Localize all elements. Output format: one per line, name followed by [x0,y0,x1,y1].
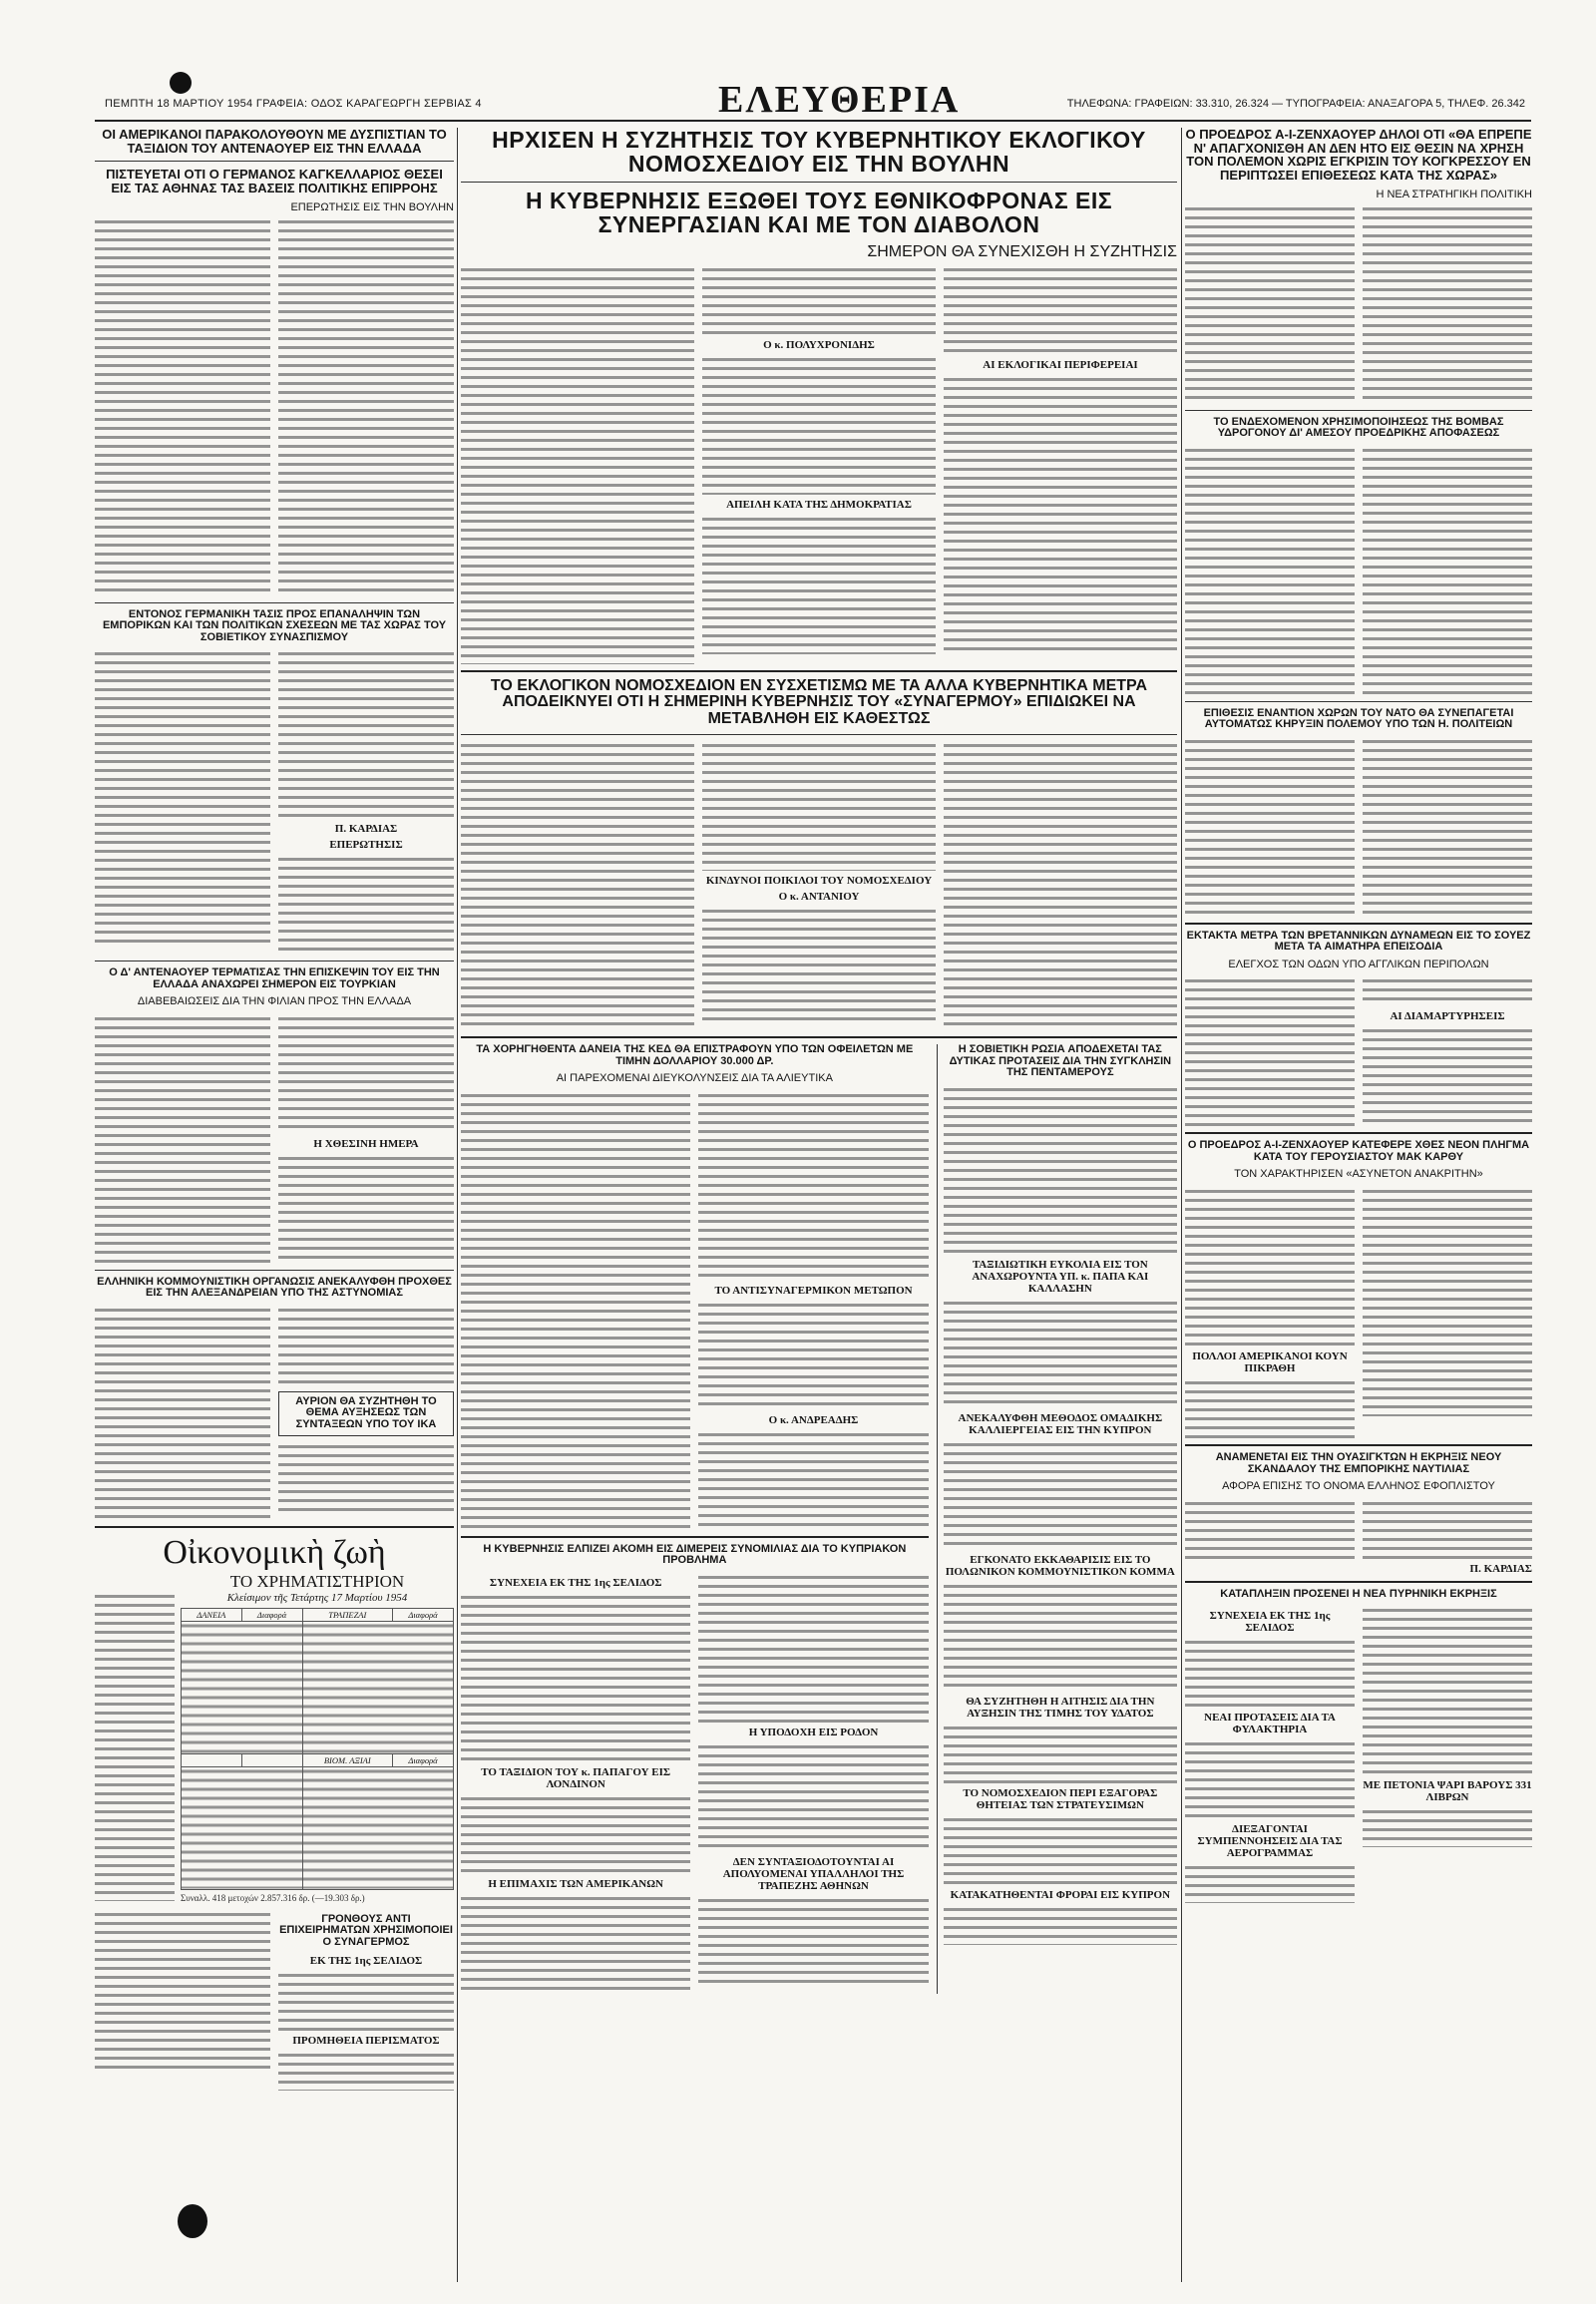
section-title: Οἰκονομικὴ ζωὴ [163,1533,386,1571]
binding-hole [170,72,192,94]
headline: ΕΚΤΑΚΤΑ ΜΕΤΡΑ ΤΩΝ ΒΡΕΤΑΝΝΙΚΩΝ ΔΥΝΑΜΕΩΝ ΕΙΣ ΤΟ ΣΟΥΕΖ ΜΕΤΑ ΤΑ ΑΙΜΑΤΗΡΑ ΕΠΕΙΣΟΔΙΑ [1186,929,1531,954]
subheading: ΑΝΕΚΑΛΥΦΘΗ ΜΕΘΟΔΟΣ ΟΜΑΔΙΚΗΣ ΚΑΛΛΙΕΡΓΕΙΑΣ ΕΙΣ ΤΗΝ ΚΥΠΡΟΝ [958,1411,1163,1436]
masthead-bar [95,79,1531,122]
headline: ΕΛΛΗΝΙΚΗ ΚΟΜΜΟΥΝΙΣΤΙΚΗ ΟΡΓΑΝΩΣΙΣ ΑΝΕΚΑΛΥΦΘΗ ΠΡΟΧΘΕΣ ΕΙΣ ΤΗΝ ΑΛΕΞΑΝΔΡΕΙΑΝ ΥΠΟ ΤΗΣ ΑΣΤΥΝΟΜΙΑΣ [97,1275,452,1300]
stock-table [181,1608,454,1890]
subheading: Η ΕΠΙΜΑΧΙΣ ΤΩΝ ΑΜΕΡΙΚΑΝΩΝ [488,1877,663,1890]
subheading: ΣΥΝΕΧΕΙΑ ΕΚ ΤΗΣ 1ης ΣΕΛΙΔΟΣ [489,1576,662,1589]
table-header: Διαφορά [392,1608,453,1621]
subheading: ΑΦΟΡΑ ΕΠΙΣΗΣ ΤΟ ΟΝΟΜΑ ΕΛΛΗΝΟΣ ΕΦΟΠΛΙΣΤΟΥ [1222,1480,1495,1493]
middle-column [461,128,1177,1994]
headline: Ο ΠΡΟΕΔΡΟΣ Α-Ι-ΖΕΝΧΑΟΥΕΡ ΔΗΛΟΙ ΟΤΙ «ΘΑ ΕΠΡΕΠΕ Ν' ΑΠΑΓΧΟΝΙΣΘΗ ΑΝ ΔΕΝ ΗΤΟ ΕΙΣ ΘΕΣΙΝ ΝΑ ΧΡΗΣΗ ΤΟΝ ΠΟΛΕΜΟΝ ΧΩΡΙΣ ΕΓΚΡΙΣΙΝ ΤΟΥ ΚΟΓΚΡΕΣΣΟΥ ΕΝ ΠΕΡΙΠΤΩΣΕΙ ΕΠΙΘΕΣΕΩΣ ΚΑΤΑ ΤΗΣ ΧΩΡΑΣ» [1185,127,1532,183]
phone-line: ΤΗΛΕΦΩΝΑ: ΓΡΑΦΕΙΩΝ: 33.310, 26.324 — ΤΥΠΟΓΡΑΦΕΙΑ: ΑΝΑΞΑΓΟΡΑ 5, ΤΗΛΕΦ. 26.342 [1066,98,1525,110]
subheading: Η ΥΠΟΔΟΧΗ ΕΙΣ ΡΟΔΟΝ [748,1726,879,1738]
headline: Ο Δ' ΑΝΤΕΝΑΟΥΕΡ ΤΕΡΜΑΤΙΣΑΣ ΤΗΝ ΕΠΙΣΚΕΨΙΝ ΤΟΥ ΕΙΣ ΤΗΝ ΕΛΛΑΔΑ ΑΝΑΧΩΡΕΙ ΣΗΜΕΡΟΝ ΕΙΣ ΤΟΥΡΚΙΑΝ [109,966,440,990]
date-line: ΠΕΜΠΤΗ 18 ΜΑΡΤΙΟΥ 1954 ΓΡΑΦΕΙΑ: ΟΔΟΣ ΚΑΡΑΓΕΩΡΓΗ ΣΕΡΒΙΑΣ 4 [105,98,482,110]
table-header: ΒΙΟΜ. ΑΞΙΑΙ [302,1753,392,1766]
table-header: ΤΡΑΠΕΖΑΙ [302,1608,392,1621]
subheading: ΑΠΕΙΛΗ ΚΑΤΑ ΤΗΣ ΔΗΜΟΚΡΑΤΙΑΣ [726,498,912,511]
main-headline: ΗΡΧΙΣΕΝ Η ΣΥΖΗΤΗΣΙΣ ΤΟΥ ΚΥΒΕΡΝΗΤΙΚΟΥ ΕΚΛΟΓΙΚΟΥ ΝΟΜΟΣΧΕΔΙΟΥ ΕΙΣ ΤΗΝ ΒΟΥΛΗΝ [492,127,1146,178]
subheading: ΣΗΜΕΡΟΝ ΘΑ ΣΥΝΕΧΙΣΘΗ Η ΣΥΖΗΤΗΣΙΣ [867,242,1177,260]
stock-exchange-title: ΤΟ ΧΡΗΜΑΤΙΣΤΗΡΙΟΝ [229,1571,405,1591]
binding-hole [178,2204,207,2238]
column-divider [457,128,458,2282]
subheading: ΠΡΟΜΗΘΕΙΑ ΠΕΡΙΣΜΑΤΟΣ [292,2034,440,2047]
subheading: ΤΑΞΙΔΙΩΤΙΚΗ ΕΥΚΟΛΙΑ ΕΙΣ ΤΟΝ ΑΝΑΧΩΡΟΥΝΤΑ ΥΠ. κ. ΠΑΠΑ ΚΑΙ ΚΑΛΛΑΣΗΝ [972,1258,1149,1295]
subheading: ΔΙΕΞΑΓΟΝΤΑΙ ΣΥΜΠΕΝΝΟΗΣΕΙΣ ΔΙΑ ΤΑΣ ΑΕΡΟΓΡΑΜΜΑΣ [1197,1823,1343,1860]
stock-exchange-date: Κλείσιμον τῆς Τετάρτης 17 Μαρτίου 1954 [226,1591,408,1604]
table-header: ΔΑΝΕΙΑ [182,1608,242,1621]
subheading: ΤΟ ΤΑΞΙΔΙΟΝ ΤΟΥ κ. ΠΑΠΑΓΟΥ ΕΙΣ ΛΟΝΔΙΝΟΝ [481,1765,671,1790]
subheading: ΜΕ ΠΕΤΟΝΙΑ ΨΑΡΙ ΒΑΡΟΥΣ 331 ΛΙΒΡΩΝ [1363,1779,1532,1804]
subheading: ΝΕΑΙ ΠΡΟΤΑΣΕΙΣ ΔΙΑ ΤΑ ΦΥΛΑΚΤΗΡΙΑ [1204,1712,1336,1736]
headline: Η ΚΥΒΕΡΝΗΣΙΣ ΕΛΠΙΖΕΙ ΑΚΟΜΗ ΕΙΣ ΔΙΜΕΡΕΙΣ ΣΥΝΟΜΙΛΙΑΣ ΔΙΑ ΤΟ ΚΥΠΡΙΑΚΟΝ ΠΡΟΒΛΗΜΑ [483,1542,907,1567]
table-header: Διαφορά [241,1608,302,1621]
headline: ΠΙΣΤΕΥΕΤΑΙ ΟΤΙ Ο ΓΕΡΜΑΝΟΣ ΚΑΓΚΕΛΛΑΡΙΟΣ ΘΕΣΕΙ ΕΙΣ ΤΑΣ ΑΘΗΝΑΣ ΤΑΣ ΒΑΣΕΙΣ ΠΟΛΙΤΙΚΗΣ ΕΠΙΡΡΟΗΣ [106,167,443,195]
right-column [1185,128,1532,1903]
subheading: Η ΧΘΕΣΙΝΗ ΗΜΕΡΑ [313,1137,419,1150]
subheading: ΚΑΤΑΚΑΤΗΘΕΝΤΑΙ ΦΡΟΡΑΙ ΕΙΣ ΚΥΠΡΟΝ [950,1888,1171,1901]
headline: ΕΝΤΟΝΟΣ ΓΕΡΜΑΝΙΚΗ ΤΑΣΙΣ ΠΡΟΣ ΕΠΑΝΑΛΗΨΙΝ ΤΩΝ ΕΜΠΟΡΙΚΩΝ ΚΑΙ ΤΩΝ ΠΟΛΙΤΙΚΩΝ ΣΧΕΣΕΩΝ ΜΕ ΤΑΣ ΧΩΡΑΣ ΤΟΥ ΣΟΒΙΕΤΙΚΟΥ ΣΥΝΑΣΠΙΣΜΟΥ [102,607,447,643]
headline: ΑΝΑΜΕΝΕΤΑΙ ΕΙΣ ΤΗΝ ΟΥΑΣΙΓΚΤΩΝ Η ΕΚΡΗΞΙΣ ΝΕΟΥ ΣΚΑΝΔΑΛΟΥ ΤΗΣ ΕΜΠΟΡΙΚΗΣ ΝΑΥΤΙΛΙΑΣ [1215,1451,1502,1475]
column-divider [1181,128,1182,2282]
subheading: Ο κ. ΑΝΤΑΝΙΟΥ [778,890,860,903]
subheading: ΕΓΚΟΝΑΤΟ ΕΚΚΑΘΑΡΙΣΙΣ ΕΙΣ ΤΟ ΠΟΛΩΝΙΚΟΝ ΚΟΜΜΟΥΝΙΣΤΙΚΟΝ ΚΟΜΜΑ [945,1553,1175,1578]
subheading: ΔΕΝ ΣΥΝΤΑΞΙΟΔΟΤΟΥΝΤΑΙ ΑΙ ΑΠΟΛΥΟΜΕΝΑΙ ΥΠΑΛΛΗΛΟΙ ΤΗΣ ΤΡΑΠΕΖΗΣ ΑΘΗΝΩΝ [722,1855,905,1892]
subheading: ΕΛΕΓΧΟΣ ΤΩΝ ΟΔΩΝ ΥΠΟ ΑΓΓΛΙΚΩΝ ΠΕΡΙΠΟΛΩΝ [1228,958,1489,970]
newspaper-title: ΕΛΕΥΘΕΡΙΑ [718,79,961,121]
headline: ΤΟ ΕΚΛΟΓΙΚΟΝ ΝΟΜΟΣΧΕΔΙΟΝ ΕΝ ΣΥΣΧΕΤΙΣΜΩ ΜΕ ΤΑ ΑΛΛΑ ΚΥΒΕΡΝΗΤΙΚΑ ΜΕΤΡΑ ΑΠΟΔΕΙΚΝΥΕΙ ΟΤΙ Η ΣΗΜΕΡΙΝΗ ΚΥΒΕΡΝΗΣΙΣ ΤΟΥ «ΣΥΝΑΓΕΡΜΟΥ» ΕΠΙΔΙΩΚΕΙ ΝΑ ΜΕΤΑΒΛΗΘΗ ΕΙΣ ΚΑΘΕΣΤΩΣ [490,676,1148,728]
headline: Ο ΠΡΟΕΔΡΟΣ Α-Ι-ΖΕΝΧΑΟΥΕΡ ΚΑΤΕΦΕΡΕ ΧΘΕΣ ΝΕΟΝ ΠΛΗΓΜΑ ΚΑΤΑ ΤΟΥ ΓΕΡΟΥΣΙΑΣΤΟΥ ΜΑΚ ΚΑΡΘΥ [1187,1139,1530,1163]
subheading: ΑΙ ΕΚΛΟΓΙΚΑΙ ΠΕΡΙΦΕΡΕΙΑΙ [983,358,1138,371]
headline: ΟΙ ΑΜΕΡΙΚΑΝΟΙ ΠΑΡΑΚΟΛΟΥΘΟΥΝ ΜΕ ΔΥΣΠΙΣΤΙΑΝ ΤΟ ΤΑΞΙΔΙΟΝ ΤΟΥ ΑΝΤΕΝΑΟΥΕΡ ΕΙΣ ΤΗΝ ΕΛΛΑΔΑ [102,127,447,156]
subheading: Η ΝΕΑ ΣΤΡΑΤΗΓΙΚΗ ΠΟΛΙΤΙΚΗ [1376,188,1532,200]
subheading: Ο κ. ΑΝΔΡΕΑΔΗΣ [768,1413,859,1426]
subheading: Ο κ. ΠΟΛΥΧΡΟΝΙΔΗΣ [763,338,875,351]
byline: Π. ΚΑΡΔΙΑΣ [1469,1562,1532,1575]
subheading: ΘΑ ΣΥΖΗΤΗΘΗ Η ΑΙΤΗΣΙΣ ΔΙΑ ΤΗΝ ΑΥΞΗΣΙΝ ΤΗΣ ΤΙΜΗΣ ΤΟΥ ΥΔΑΤΟΣ [966,1695,1155,1720]
subheading: ΑΙ ΔΙΑΜΑΡΤΥΡΗΣΕΙΣ [1390,1010,1505,1023]
headline: ΓΡΟΝΘΟΥΣ ΑΝΤΙ ΕΠΙΧΕΙΡΗΜΑΤΩΝ ΧΡΗΣΙΜΟΠΟΙΕΙ Ο ΣΥΝΑΓΕΡΜΟΣ [279,1912,453,1949]
subheading: ΕΚ ΤΗΣ 1ης ΣΕΛΙΔΟΣ [309,1954,423,1967]
stock-total: Συναλλ. 418 μετοχών 2.857.316 δρ. (—19.303 δρ.) [181,1892,365,1903]
subheading: ΕΠΕΡΩΤΗΣΙΣ ΕΙΣ ΤΗΝ ΒΟΥΛΗΝ [290,200,454,213]
headline: ΕΠΙΘΕΣΙΣ ΕΝΑΝΤΙΟΝ ΧΩΡΩΝ ΤΟΥ ΝΑΤΟ ΘΑ ΣΥΝΕΠΑΓΕΤΑΙ ΑΥΤΟΜΑΤΩΣ ΚΗΡΥΞΙΝ ΠΟΛΕΜΟΥ ΥΠΟ ΤΩΝ Η. ΠΟΛΙΤΕΙΩΝ [1203,706,1514,731]
boxed-headline: ΑΥΡΙΟΝ ΘΑ ΣΥΖΗΤΗΘΗ ΤΟ ΘΕΜΑ ΑΥΞΗΣΕΩΣ ΤΩΝ ΣΥΝΤΑΞΕΩΝ ΥΠΟ ΤΟΥ ΙΚΑ [295,1394,437,1431]
subheading: ΤΟ ΑΝΤΙΣΥΝΑΓΕΡΜΙΚΟΝ ΜΕΤΩΠΟΝ [714,1284,913,1297]
table-header: Διαφορά [392,1753,453,1766]
subheading: ΑΙ ΠΑΡΕΧΟΜΕΝΑΙ ΔΙΕΥΚΟΛΥΝΣΕΙΣ ΔΙΑ ΤΑ ΑΛΙΕΥΤΙΚΑ [556,1072,833,1085]
headline: ΤΑ ΧΟΡΗΓΗΘΕΝΤΑ ΔΑΝΕΙΑ ΤΗΣ ΚΕΔ ΘΑ ΕΠΙΣΤΡΑΦΟΥΝ ΥΠΟ ΤΩΝ ΟΦΕΙΛΕΤΩΝ ΜΕ ΤΙΜΗΝ ΔΟΛΛΑΡΙΟΥ 30.000 ΔΡ. [476,1042,914,1067]
headline: ΚΑΤΑΠΛΗΞΙΝ ΠΡΟΣΕΝΕΙ Η ΝΕΑ ΠΥΡΗΝΙΚΗ ΕΚΡΗΞΙΣ [1220,1587,1497,1600]
subheading: ΣΥΝΕΧΕΙΑ ΕΚ ΤΗΣ 1ης ΣΕΛΙΔΟΣ [1209,1610,1331,1635]
subheading: ΤΟ ΝΟΜΟΣΧΕΔΙΟΝ ΠΕΡΙ ΕΞΑΓΟΡΑΣ ΘΗΤΕΙΑΣ ΤΩΝ ΣΤΡΑΤΕΥΣΙΜΩΝ [963,1786,1158,1811]
headline: ΤΟ ΕΝΔΕΧΟΜΕΝΟΝ ΧΡΗΣΙΜΟΠΟΙΗΣΕΩΣ ΤΗΣ ΒΟΜΒΑΣ ΥΔΡΟΓΟΝΟΥ ΔΙ' ΑΜΕΣΟΥ ΠΡΟΕΔΡΙΚΗΣ ΑΠΟΦΑΣΕΩΣ [1213,415,1504,440]
subheading: ΤΟΝ ΧΑΡΑΚΤΗΡΙΣΕΝ «ΑΣΥΝΕΤΟΝ ΑΝΑΚΡΙΤΗΝ» [1234,1168,1483,1181]
subheading: ΕΠΕΡΩΤΗΣΙΣ [329,839,403,852]
left-column [95,128,454,2091]
subheading: ΔΙΑΒΕΒΑΙΩΣΕΙΣ ΔΙΑ ΤΗΝ ΦΙΛΙΑΝ ΠΡΟΣ ΤΗΝ ΕΛΛΑΔΑ [137,995,412,1008]
byline: Π. ΚΑΡΔΙΑΣ [334,823,398,836]
subheading: ΚΙΝΔΥΝΟΙ ΠΟΙΚΙΛΟΙ ΤΟΥ ΝΟΜΟΣΧΕΔΙΟΥ [705,874,933,887]
headline: Η ΣΟΒΙΕΤΙΚΗ ΡΩΣΙΑ ΑΠΟΔΕΧΕΤΑΙ ΤΑΣ ΔΥΤΙΚΑΣ ΠΡΟΤΑΣΕΙΣ ΔΙΑ ΤΗΝ ΣΥΓΚΛΗΣΙΝ ΤΗΣ ΠΕΝΤΑΜΕΡΟΥΣ [949,1042,1172,1079]
subheading: ΠΟΛΛΟΙ ΑΜΕΡΙΚΑΝΟΙ ΚΟΥΝ ΠΙΚΡΑΘΗ [1192,1350,1348,1375]
main-headline: Η ΚΥΒΕΡΝΗΣΙΣ ΕΞΩΘΕΙ ΤΟΥΣ ΕΘΝΙΚΟΦΡΟΝΑΣ ΕΙΣ ΣΥΝΕΡΓΑΣΙΑΝ ΚΑΙ ΜΕ ΤΟΝ ΔΙΑΒΟΛΟΝ [525,188,1113,238]
